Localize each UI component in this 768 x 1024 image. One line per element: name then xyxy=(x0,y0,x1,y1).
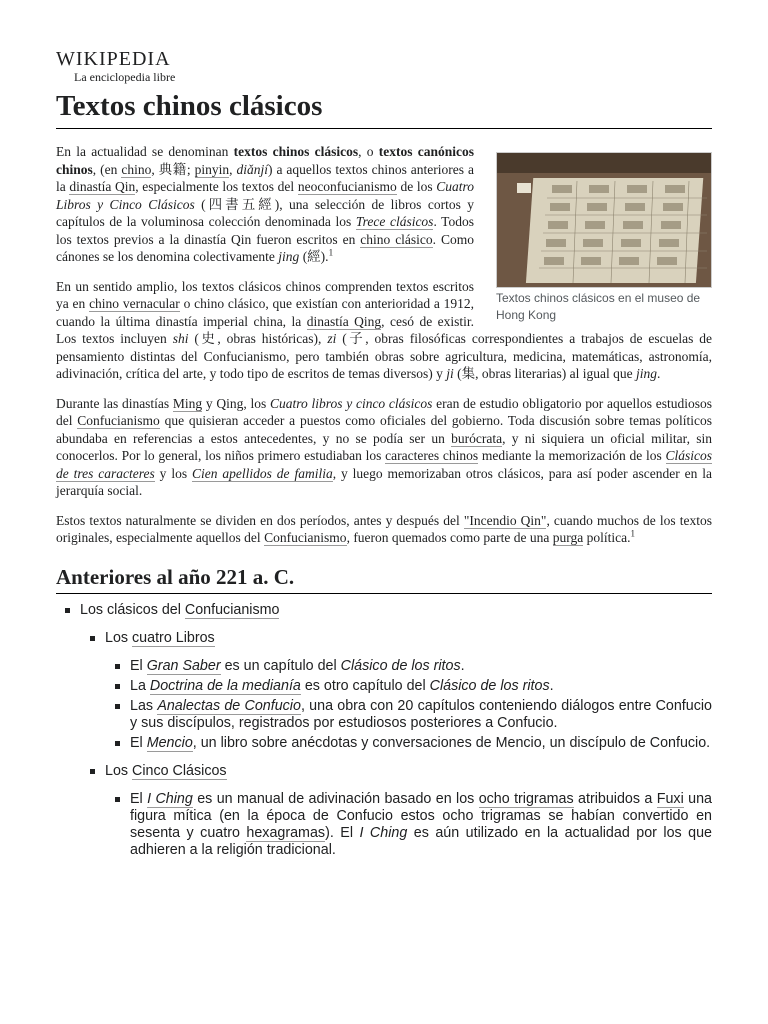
link-caracteres-chinos[interactable]: caracteres chinos xyxy=(385,448,479,463)
paragraph-3: Durante las dinastías Ming y Qing, los Cuatro libros y cinco clásicos eran de estudio obligatorio por aquellos estudiosos del Confucianismo que quisieran acceder a puestos como oficiales del gobierno. Toda discusión sobre temas políticos abundaba en referencias a estos antecedentes, y no se podía ser un burócrata, y ni siquiera un oficial militar, sin conocerlos. Por lo general, los niños primero estudiaban los caracteres chinos mediante la memorización de los Clásicos de tres caracteres y los Cien apellidos de familia, y luego memorizaban otros clásicos, para así poder ascender en la jerarquía social. xyxy=(56,395,713,498)
paragraph-4: Estos textos naturalmente se dividen en dos períodos, antes y después del "Incendio Qin", cuando muchos de los textos originales, especialmente aquellos del Confucianismo, fueron quemados como parte de una purga política.$^1$ xyxy=(56,512,712,545)
wikipedia-wordmark: WIKIPEDIA xyxy=(56,48,171,70)
link-pinyin[interactable]: pinyin xyxy=(194,161,230,177)
link-i-ching[interactable]: I Ching xyxy=(147,790,193,807)
wikipedia-tagline: La enciclopedia libre xyxy=(74,70,176,84)
paragraph-intro: En la actualidad se denominan textos chinos clásicos, o textos canónicos chinos, (en chino, 典籍; pinyin, diǎnjí) a aquellos textos chinos anteriores a la dinastía Qin, especialmente los textos del neoconfucianismo de los Cuatro Libros y Cinco Clásicos (四書五經), una selección de libros cortos y capítulos de la voluminosa colección denominada los Trece clásicos. Todos los textos previos a la dinastía Qin fueron escritos en chino clásico. Como cánones se los denomina colectivamente jing (經).$^1$ xyxy=(56,144,475,264)
page-title: Textos chinos clásicos xyxy=(56,88,712,129)
link-trece-clasicos[interactable]: Trece clásicos xyxy=(355,214,434,229)
list-item: Los Cinco Clásicos xyxy=(56,763,712,780)
bullet xyxy=(115,741,120,746)
museum-photo-illustration xyxy=(497,153,711,287)
paragraph-2: En un sentido amplio, los textos clásicos chinos comprenden textos escritos ya en chino vernacular o chino clásico, que existían con anterioridad a 1912, cuando la última dinastía imperial china, la dinastía Qing, cesó de existir. Los textos incluyen shi (史, obras históricas), zi (子, obras filosóficas correspondientes a trabajos de escuelas de pensamiento distintas del Confucianismo, pero también obras sobre agricultura, medicina, matemáticas, astronomía, adivinación, crítica del arte, y todo tipo de escritos de temas diversos) y ji (集, obras literarias) al igual que jing. xyxy=(56,278,712,381)
link-fuxi[interactable]: Fuxi xyxy=(656,790,684,807)
link-cinco-clasicos[interactable]: Cinco Clásicos xyxy=(132,762,227,779)
bullet xyxy=(115,664,120,669)
link-mencio[interactable]: Mencio xyxy=(146,734,193,751)
link-confucianismo-list[interactable]: Confucianismo xyxy=(184,601,280,618)
bullet xyxy=(90,769,95,774)
link-confucianismo[interactable]: Confucianismo xyxy=(77,413,160,428)
list-item: El Gran Saber es un capítulo del Clásico de los ritos. xyxy=(56,658,712,675)
link-neoconfucianismo[interactable]: neoconfucianismo xyxy=(297,179,397,194)
link-hexagramas[interactable]: hexagramas xyxy=(246,824,326,841)
bullet xyxy=(115,684,120,689)
list-item: El Mencio, un libro sobre anécdotas y conversaciones de Mencio, un discípulo de Confucio. xyxy=(56,735,712,752)
figure xyxy=(496,152,712,324)
wikipedia-logo[interactable] xyxy=(56,48,712,84)
link-chino-vernacular[interactable]: chino vernacular xyxy=(89,296,180,311)
link-purga[interactable]: purga xyxy=(552,530,584,545)
link-chino[interactable]: chino xyxy=(121,161,152,177)
link-analectas[interactable]: Analectas de Confucio xyxy=(157,697,301,714)
link-doctrina-mediania[interactable]: Doctrina de la medianía xyxy=(149,677,301,694)
bullet xyxy=(65,608,70,613)
link-clasicos-tres-caracteres[interactable]: Clásicos de tres caracteres xyxy=(56,448,713,481)
bullet xyxy=(115,704,120,709)
bullet xyxy=(90,636,95,641)
link-cuatro-libros[interactable]: cuatro Libros xyxy=(132,629,215,646)
figure-caption: Textos chinos clásicos en el museo de Hong Kong xyxy=(496,291,701,322)
link-confucianismo-2[interactable]: Confucianismo xyxy=(264,530,347,545)
list-item: Las Analectas de Confucio, una obra con 20 capítulos conteniendo diálogos entre Confucio y sus discípulos, registrados por estudiosos posteriores a Confucio. xyxy=(56,698,712,732)
list-item: Los clásicos del Confucianismo xyxy=(56,602,712,619)
list-item: La Doctrina de la medianía es otro capítulo del Clásico de los ritos. xyxy=(56,678,712,695)
link-cien-apellidos[interactable]: Cien apellidos de familia xyxy=(192,465,333,481)
link-gran-saber[interactable]: Gran Saber xyxy=(146,657,221,674)
classics-list xyxy=(56,602,712,859)
list-item: El I Ching es un manual de adivinación basado en los ocho trigramas atribuidos a Fuxi una figura mítica (en la época de Confucio estos ocho trigramas se habían convertido en sesenta y cuatro hexagramas). El I Ching es aún utilizado en la actualidad por los que adhieren a la religión tradicional. xyxy=(56,791,712,859)
link-burocrata[interactable]: burócrata xyxy=(451,430,503,446)
museum-photo[interactable] xyxy=(496,152,712,288)
link-dinastia-qin[interactable]: dinastía Qin xyxy=(69,179,136,194)
list-item: Los cuatro Libros xyxy=(56,630,712,647)
link-dinastia-qing[interactable]: dinastía Qing xyxy=(306,313,382,329)
link-ming[interactable]: Ming xyxy=(172,395,203,411)
link-chino-clasico[interactable]: chino clásico xyxy=(360,231,433,247)
section-heading: Anteriores al año 221 a. C. xyxy=(56,565,712,594)
link-incendio-qin[interactable]: "Incendio Qin" xyxy=(463,512,547,528)
bullet xyxy=(115,797,120,802)
link-ocho-trigramas[interactable]: ocho trigramas xyxy=(478,790,574,807)
